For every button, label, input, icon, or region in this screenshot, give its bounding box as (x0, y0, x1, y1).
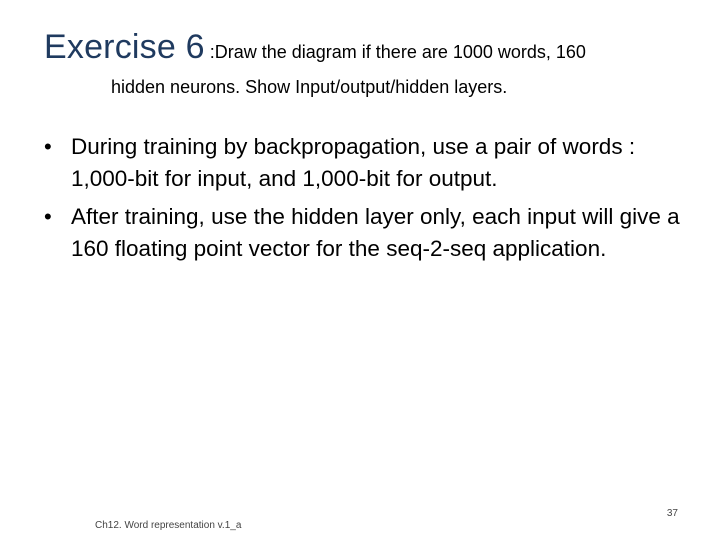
title-subtitle-part-1: :Draw the diagram if there are 1000 words, 160 (204, 42, 586, 62)
title-subtitle-part-2: hidden neurons. Show Input/output/hidden layers. (111, 77, 508, 97)
title-main: Exercise 6 (44, 28, 205, 66)
bullet-list (44, 131, 684, 271)
bullet-item (44, 201, 684, 265)
bullet-item (44, 131, 684, 195)
title-line-1 (44, 30, 694, 64)
bullet-marker: • (44, 204, 52, 229)
bullet-text: During training by backpropagation, use a pair of words : 1,000-bit for input, and 1,000-bit for output. (71, 134, 636, 191)
slide-title (44, 30, 694, 96)
bullet-marker: • (44, 134, 52, 159)
page-number: 37 (666, 508, 678, 519)
footer-label: Ch12. Word representation v.1_a (95, 520, 242, 531)
bullet-text: After training, use the hidden layer only, each input will give a 160 floating point vector for the seq-2-seq application. (71, 204, 680, 261)
